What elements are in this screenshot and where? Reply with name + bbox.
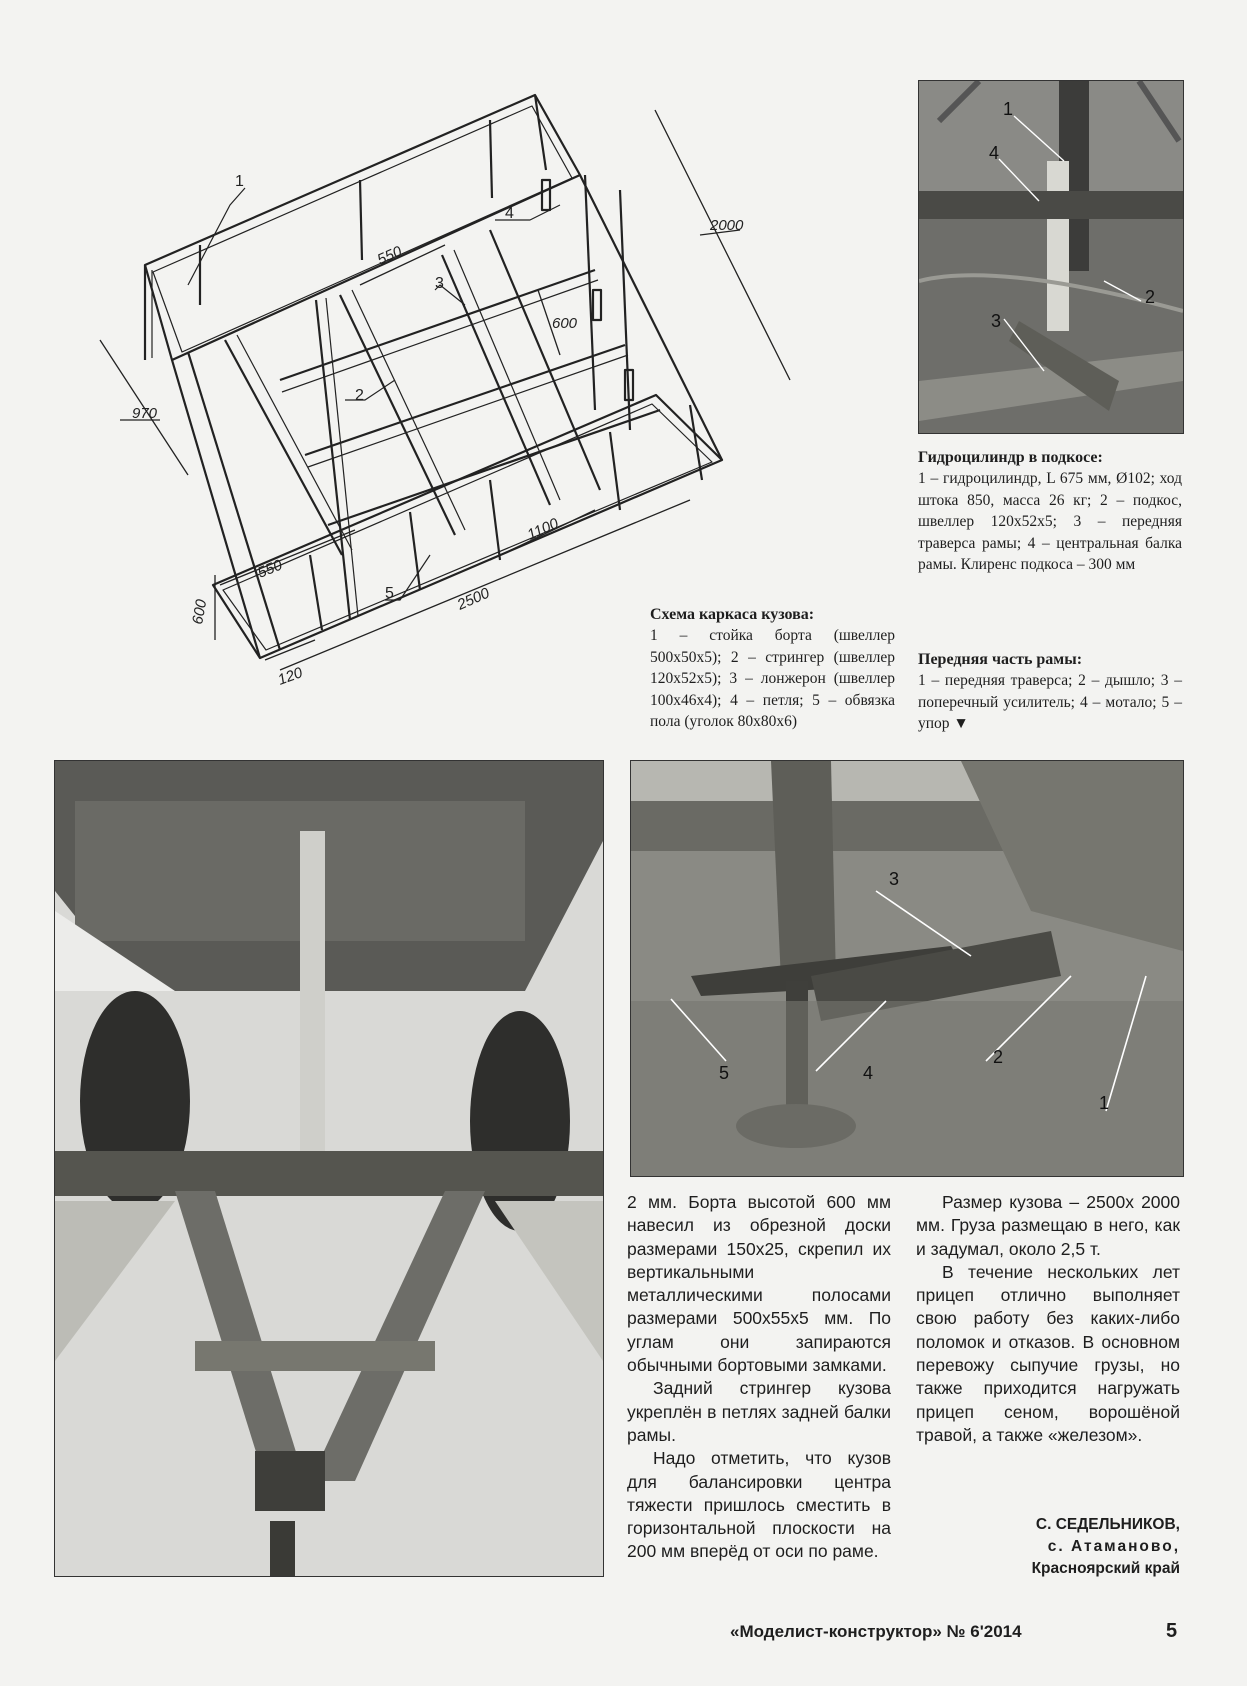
- photo-front-label-1: 1: [1099, 1093, 1110, 1113]
- dim-side-spacing: 1100: [524, 515, 562, 544]
- diagram-caption: [650, 605, 895, 733]
- dim-front-height: 970: [132, 405, 158, 422]
- photo-hydraulic-label-1: 1: [1003, 99, 1014, 119]
- article-col2-p2: В течение нескольких лет прицеп отлично выполняет свою работу без каких-либо поломок и отказов. В основном перевожу сыпучие грузы, но также приходится нагружать прицеп сеном, ворошёной травой, а также «железом».: [916, 1261, 1180, 1445]
- callout-4: 4: [505, 205, 514, 222]
- photo-trailer-underside: [54, 760, 604, 1577]
- photo-front-label-5: 5: [719, 1063, 730, 1083]
- hydraulic-caption: [918, 448, 1182, 576]
- article-column-1: [627, 1191, 891, 1564]
- front-caption-title: Передняя часть рамы:: [918, 651, 1083, 668]
- photo-front-frame: [630, 760, 1184, 1177]
- article-column-2: [916, 1191, 1180, 1447]
- author-village: с. Атаманово,: [1047, 1538, 1180, 1555]
- dim-stringer-spacing-front: 550: [255, 556, 285, 582]
- diagram-caption-title: Схема каркаса кузова:: [650, 606, 815, 623]
- dim-width-total: 2000: [710, 217, 744, 234]
- photo-hydraulic-label-2: 2: [1145, 287, 1156, 307]
- dim-end-offset: 120: [275, 664, 305, 689]
- callout-3: 3: [435, 275, 444, 292]
- article-col1-p1: 2 мм. Борта высотой 600 мм навесил из обрезной доски размерами 150х25, скрепил их вертикальными металлическими полосами размерами 500х55х5 мм. По углам они запираются обычными бортовыми замками.: [627, 1192, 891, 1376]
- byline: [916, 1514, 1180, 1580]
- hydraulic-caption-title: Гидроцилиндр в подкосе:: [918, 449, 1103, 466]
- dim-inner-height: 600: [552, 315, 578, 332]
- photo-hydraulic-label-4: 4: [989, 143, 1000, 163]
- callout-2: 2: [355, 387, 364, 404]
- diagram-caption-text: 1 – стойка борта (швеллер 500х50х5); 2 – стрингер (швеллер 120х52х5); 3 – лонжерон (швеллер 100х46х4); 4 – петля; 5 – обвязка пола (уголок 80х80х6): [650, 627, 895, 730]
- article-col1-p2: Задний стрингер кузова укреплён в петлях задней балки рамы.: [627, 1378, 891, 1445]
- photo-front-label-3: 3: [889, 869, 900, 889]
- article-col2-p1: Размер кузова – 2500х 2000 мм. Груза размещаю в него, как и задумал, около 2,5 т.: [916, 1192, 1180, 1259]
- callout-1: 1: [235, 173, 244, 190]
- down-arrow-icon: ▼: [953, 715, 969, 732]
- article-col1-p3: Надо отметить, что кузов для балансировки центра тяжести пришлось сместить в горизонтальной плоскости на 200 мм вперёд от оси по раме.: [627, 1448, 891, 1562]
- dim-length-total: 2500: [454, 584, 493, 614]
- photo-hydraulic-label-3: 3: [991, 311, 1002, 331]
- footer-magazine: «Моделист-конструктор» № 6'2014: [730, 1622, 1022, 1641]
- dim-side-height: 600: [189, 598, 211, 626]
- photo-front-label-4: 4: [863, 1063, 874, 1083]
- page-number: 5: [1166, 1620, 1178, 1642]
- hydraulic-caption-text: 1 – гидроцилиндр, L 675 мм, Ø102; ход штока 850, масса 26 кг; 2 – подкос, швеллер 120х52х5; 3 – передняя траверса рамы; 4 – центральная балка рамы. Клиренс подкоса – 300 мм: [918, 470, 1182, 573]
- front-caption: [918, 650, 1182, 735]
- front-caption-text: 1 – передняя траверса; 2 – дышло; 3 – поперечный усилитель; 4 – мотало; 5 – упор: [918, 672, 1182, 732]
- photo-front-label-2: 2: [993, 1047, 1004, 1067]
- author-region: Красноярский край: [1031, 1560, 1180, 1577]
- callout-5: 5: [385, 585, 394, 602]
- author-name: С. СЕДЕЛЬНИКОВ,: [1035, 1516, 1180, 1533]
- photo-hydraulic-cylinder: [918, 80, 1184, 434]
- dim-stringer-spacing: 550: [374, 242, 405, 269]
